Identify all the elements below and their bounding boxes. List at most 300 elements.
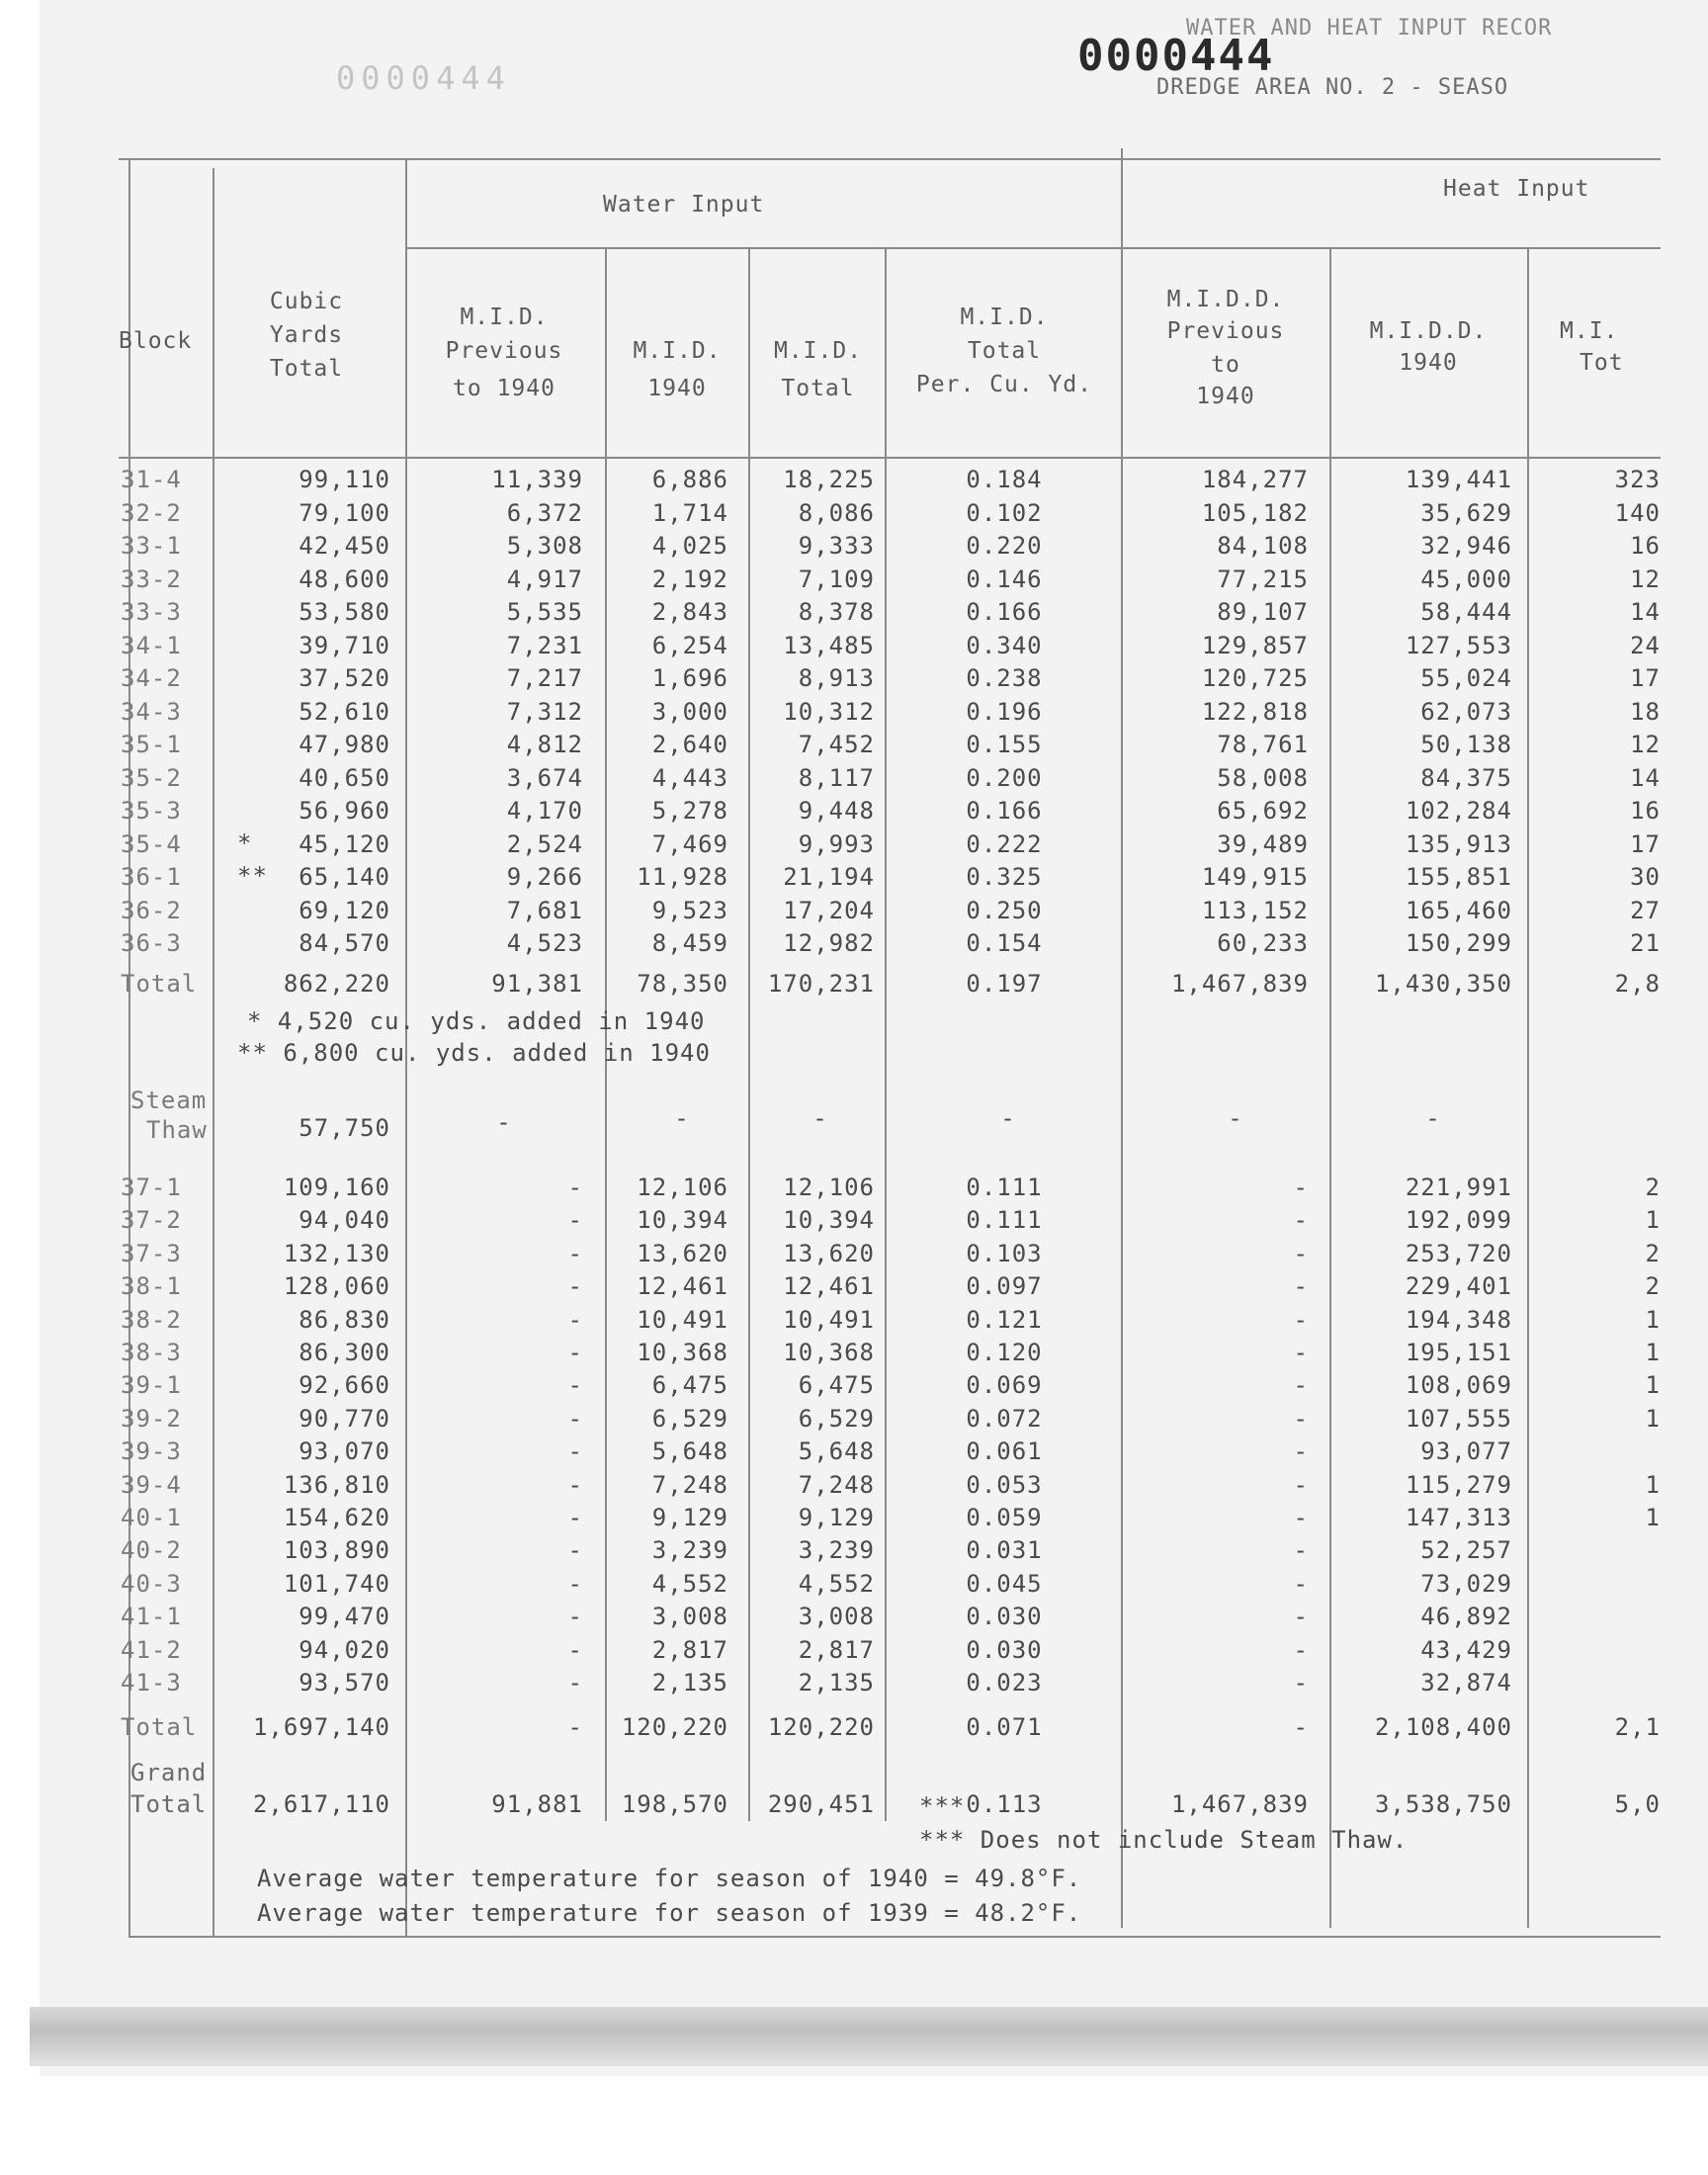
cell-mid-previous: 9,266: [506, 863, 583, 891]
cell-midd-1940: 221,991: [1405, 1174, 1512, 1201]
cell-cubic-yards: 862,220: [283, 970, 390, 998]
cell-mid-total: 7,109: [798, 566, 875, 593]
cell-mid-total: 9,129: [798, 1504, 875, 1531]
cell-mid-1940: 6,254: [651, 632, 728, 659]
cell-midd-1940: 139,441: [1405, 466, 1512, 493]
cell-midd-total: 16: [1630, 532, 1661, 560]
cell-midd-total: 24: [1630, 632, 1661, 659]
cell-midd-1940: 46,892: [1420, 1603, 1512, 1630]
cell-cubic-yards: 94,040: [299, 1206, 390, 1234]
avg-temp-1940: Average water temperature for season of 1940 = 49.8°F.: [257, 1865, 1082, 1892]
steam-label-1: Steam: [130, 1087, 208, 1114]
cell-midd-total: 1: [1645, 1371, 1661, 1399]
cell-midd-previous: 184,277: [1201, 466, 1309, 493]
cell-mid-previous: -: [567, 1272, 583, 1300]
cell-block: Total: [121, 1713, 198, 1741]
cell-mid-previous: 7,231: [506, 632, 583, 659]
cell-cubic-yards: 47,980: [299, 731, 390, 758]
cell-mid-1940: 6,886: [651, 466, 728, 493]
cell-mid-previous: 5,308: [506, 532, 583, 560]
cell-midd-1940: 35,629: [1420, 499, 1512, 527]
steam-dash: -: [674, 1104, 690, 1132]
cell-block: 38-1: [121, 1272, 182, 1300]
header-bottom-border: [119, 457, 1661, 459]
cell-block: 36-2: [121, 897, 182, 924]
cell-mid-previous: -: [567, 1504, 583, 1531]
footnote-added-2: ** 6,800 cu. yds. added in 1940: [237, 1039, 711, 1067]
cell-mid-total: 12,982: [783, 929, 875, 957]
cell-mid-per-cu-yd: 0.166: [966, 797, 1043, 825]
table-bottom-border: [128, 1936, 1661, 1938]
cell-mid-per-cu-yd: 0.196: [966, 698, 1043, 726]
cell-cubic-yards: 48,600: [299, 566, 390, 593]
cell-midd-1940: 108,069: [1405, 1371, 1512, 1399]
cell-cubic-yards: 92,660: [299, 1371, 390, 1399]
cell-mid-total: 2,135: [798, 1669, 875, 1696]
cell-midd-total: 2,1: [1614, 1713, 1661, 1741]
cell-midd-previous: -: [1293, 1339, 1309, 1366]
cell-mid-previous: -: [567, 1240, 583, 1267]
cell-mid-previous: -: [567, 1206, 583, 1234]
cell-mid-previous: 5,535: [506, 598, 583, 626]
cell-mid-previous: 7,681: [506, 897, 583, 924]
cell-midd-total: 21: [1630, 929, 1661, 957]
cell-midd-1940: 194,348: [1405, 1306, 1512, 1334]
cell-midd-total: 1: [1645, 1206, 1661, 1234]
cell-mid-previous: -: [567, 1636, 583, 1664]
cell-mid-previous: -: [567, 1339, 583, 1366]
cell-midd-previous: -: [1293, 1240, 1309, 1267]
cell-midd-total: 17: [1630, 830, 1661, 858]
cell-mid-per-cu-yd: 0.031: [966, 1536, 1043, 1564]
cell-mid-1940: 9,523: [651, 897, 728, 924]
cell-mid-per-cu-yd: 0.325: [966, 863, 1043, 891]
cell-mid-total: 18,225: [783, 466, 875, 493]
cell-mid-total: 10,394: [783, 1206, 875, 1234]
cell-mid-total: 13,485: [783, 632, 875, 659]
cell-midd-previous: -: [1293, 1272, 1309, 1300]
cell-midd-previous: -: [1293, 1405, 1309, 1433]
cell-cubic-yards: 93,070: [299, 1437, 390, 1465]
cell-mid-total: 2,817: [798, 1636, 875, 1664]
cell-midd-1940: 32,874: [1420, 1669, 1512, 1696]
cell-midd-total: 323: [1614, 466, 1661, 493]
cell-mid-1940: 3,239: [651, 1536, 728, 1564]
cell-mid-1940: 10,394: [637, 1206, 728, 1234]
cell-cubic-yards: 132,130: [283, 1240, 390, 1267]
cell-mid-total: 4,552: [798, 1570, 875, 1598]
cell-midd-total: 1: [1645, 1405, 1661, 1433]
cell-midd-previous: -: [1293, 1603, 1309, 1630]
cell-mid-previous: 4,812: [506, 731, 583, 758]
cell-mid-previous: -: [567, 1713, 583, 1741]
footnote-mark-double: **: [237, 862, 268, 890]
cell-mid-1940: 6,475: [651, 1371, 728, 1399]
cell-block: 41-3: [121, 1669, 182, 1696]
cell-block: 36-1: [121, 863, 182, 891]
cell-block: 33-2: [121, 566, 182, 593]
page-shadow-edge: [30, 2007, 1708, 2066]
cell-midd-previous: 113,152: [1201, 897, 1309, 924]
cell-mid-previous: -: [567, 1371, 583, 1399]
cell-mid-per-cu-yd: 0.197: [966, 970, 1043, 998]
cell-cubic-yards: 90,770: [299, 1405, 390, 1433]
cell-block: 37-1: [121, 1174, 182, 1201]
grand-mid-previous: 91,881: [491, 1790, 583, 1818]
cell-block: 40-2: [121, 1536, 182, 1564]
cell-midd-1940: 155,851: [1405, 863, 1512, 891]
cell-mid-previous: 4,917: [506, 566, 583, 593]
cell-midd-total: 2,8: [1614, 970, 1661, 998]
steam-dash: -: [1228, 1104, 1243, 1132]
cell-block: 35-2: [121, 764, 182, 792]
cell-midd-1940: 115,279: [1405, 1471, 1512, 1499]
cell-midd-1940: 229,401: [1405, 1272, 1512, 1300]
cell-mid-per-cu-yd: 0.103: [966, 1240, 1043, 1267]
cell-midd-1940: 58,444: [1420, 598, 1512, 626]
cell-mid-1940: 10,491: [637, 1306, 728, 1334]
cell-mid-per-cu-yd: 0.045: [966, 1570, 1043, 1598]
cell-block: 34-1: [121, 632, 182, 659]
cell-block: 41-1: [121, 1603, 182, 1630]
cell-cubic-yards: 94,020: [299, 1636, 390, 1664]
table-top-border: [119, 158, 1661, 160]
col-header-midd-1940-2: 1940: [1399, 350, 1458, 376]
cell-mid-1940: 5,648: [651, 1437, 728, 1465]
cell-mid-1940: 2,192: [651, 566, 728, 593]
cell-mid-previous: -: [567, 1603, 583, 1630]
cell-mid-total: 120,220: [767, 1713, 875, 1741]
cell-mid-total: 8,378: [798, 598, 875, 626]
cell-mid-per-cu-yd: 0.121: [966, 1306, 1043, 1334]
cell-midd-previous: -: [1293, 1174, 1309, 1201]
cell-mid-total: 9,448: [798, 797, 875, 825]
cell-mid-1940: 4,552: [651, 1570, 728, 1598]
cell-block: 34-2: [121, 664, 182, 692]
cell-cubic-yards: 37,520: [299, 664, 390, 692]
cell-mid-previous: 6,372: [506, 499, 583, 527]
col-header-mid-per-3: Per. Cu. Yd.: [915, 372, 1093, 397]
cell-block: 35-4: [121, 830, 182, 858]
cell-cubic-yards: 53,580: [299, 598, 390, 626]
cell-mid-1940: 1,714: [651, 499, 728, 527]
cell-mid-per-cu-yd: 0.061: [966, 1437, 1043, 1465]
cell-mid-per-cu-yd: 0.023: [966, 1669, 1043, 1696]
cell-cubic-yards: 40,650: [299, 764, 390, 792]
cell-cubic-yards: 99,470: [299, 1603, 390, 1630]
cell-block: 38-3: [121, 1339, 182, 1366]
cell-mid-1940: 13,620: [637, 1240, 728, 1267]
cell-mid-1940: 9,129: [651, 1504, 728, 1531]
footnote-added-1: * 4,520 cu. yds. added in 1940: [247, 1007, 706, 1035]
cell-midd-total: 30: [1630, 863, 1661, 891]
cell-midd-previous: 1,467,839: [1170, 970, 1309, 998]
col-header-midd-prev-3: to: [1211, 352, 1240, 378]
cell-cubic-yards: 45,120: [299, 830, 390, 858]
cell-midd-previous: -: [1293, 1437, 1309, 1465]
cell-mid-1940: 2,843: [651, 598, 728, 626]
cell-mid-total: 8,086: [798, 499, 875, 527]
cell-mid-previous: -: [567, 1306, 583, 1334]
cell-mid-previous: 2,524: [506, 830, 583, 858]
cell-block: 41-2: [121, 1636, 182, 1664]
grand-mid-total: 290,451: [767, 1790, 875, 1818]
cell-mid-per-cu-yd: 0.222: [966, 830, 1043, 858]
cell-midd-total: 16: [1630, 797, 1661, 825]
cell-mid-total: 10,368: [783, 1339, 875, 1366]
col-group-heat-input: Heat Input: [1443, 176, 1590, 202]
cell-midd-1940: 147,313: [1405, 1504, 1512, 1531]
cell-midd-total: 17: [1630, 664, 1661, 692]
cell-mid-per-cu-yd: 0.111: [966, 1206, 1043, 1234]
cell-midd-total: 1: [1645, 1339, 1661, 1366]
cell-midd-previous: -: [1293, 1536, 1309, 1564]
cell-midd-previous: 120,725: [1201, 664, 1309, 692]
cell-block: 34-3: [121, 698, 182, 726]
cell-block: 39-4: [121, 1471, 182, 1499]
cell-mid-1940: 10,368: [637, 1339, 728, 1366]
cell-block: 35-1: [121, 731, 182, 758]
cell-midd-1940: 50,138: [1420, 731, 1512, 758]
col-header-midd-prev-2: Previous: [1166, 318, 1285, 344]
cell-mid-previous: 4,523: [506, 929, 583, 957]
col-header-block: Block: [119, 328, 193, 354]
steam-dash: -: [496, 1108, 512, 1136]
cell-mid-previous: 11,339: [491, 466, 583, 493]
cell-midd-1940: 253,720: [1405, 1240, 1512, 1267]
cell-cubic-yards: 103,890: [283, 1536, 390, 1564]
cell-mid-per-cu-yd: 0.071: [966, 1713, 1043, 1741]
col-header-cubic-3: Total: [269, 356, 344, 382]
cell-mid-1940: 2,135: [651, 1669, 728, 1696]
cell-midd-1940: 107,555: [1405, 1405, 1512, 1433]
cell-cubic-yards: 1,697,140: [252, 1713, 390, 1741]
cell-block: 36-3: [121, 929, 182, 957]
cell-midd-total: 140: [1614, 499, 1661, 527]
grand-label-2: Total: [130, 1790, 208, 1818]
col-header-midd-1940-1: M.I.D.D.: [1369, 318, 1488, 344]
cell-mid-1940: 120,220: [621, 1713, 728, 1741]
avg-temp-1939: Average water temperature for season of 1939 = 48.2°F.: [257, 1899, 1082, 1927]
cell-mid-total: 8,117: [798, 764, 875, 792]
cell-mid-total: 3,008: [798, 1603, 875, 1630]
cell-mid-1940: 7,469: [651, 830, 728, 858]
cell-mid-per-cu-yd: 0.146: [966, 566, 1043, 593]
cell-mid-per-cu-yd: 0.097: [966, 1272, 1043, 1300]
cell-mid-per-cu-yd: 0.030: [966, 1603, 1043, 1630]
cell-mid-per-cu-yd: 0.184: [966, 466, 1043, 493]
col-header-mid-prev-3: to 1940: [453, 376, 555, 401]
cell-mid-previous: -: [567, 1405, 583, 1433]
cell-cubic-yards: 86,830: [299, 1306, 390, 1334]
grand-mid-1940: 198,570: [621, 1790, 728, 1818]
col-header-mid-total-2: Total: [781, 376, 855, 401]
cell-mid-previous: -: [567, 1174, 583, 1201]
record-title: WATER AND HEAT INPUT RECOR: [1186, 16, 1553, 41]
cell-midd-total: 1: [1645, 1306, 1661, 1334]
cell-cubic-yards: 69,120: [299, 897, 390, 924]
cell-midd-previous: 39,489: [1217, 830, 1309, 858]
cell-block: 39-2: [121, 1405, 182, 1433]
cell-mid-1940: 5,278: [651, 797, 728, 825]
cell-mid-previous: 3,674: [506, 764, 583, 792]
cell-midd-previous: -: [1293, 1713, 1309, 1741]
cell-midd-previous: 77,215: [1217, 566, 1309, 593]
cell-cubic-yards: 39,710: [299, 632, 390, 659]
cell-mid-per-cu-yd: 0.102: [966, 499, 1043, 527]
cell-midd-previous: 89,107: [1217, 598, 1309, 626]
cell-midd-previous: 65,692: [1217, 797, 1309, 825]
col-header-mid-per-2: Total: [967, 338, 1042, 364]
cell-cubic-yards: 136,810: [283, 1471, 390, 1499]
cell-midd-total: 2: [1645, 1272, 1661, 1300]
cell-midd-1940: 135,913: [1405, 830, 1512, 858]
cell-midd-total: 1: [1645, 1471, 1661, 1499]
cell-mid-previous: -: [567, 1570, 583, 1598]
cell-block: 32-2: [121, 499, 182, 527]
cell-mid-1940: 12,461: [637, 1272, 728, 1300]
cell-mid-1940: 4,025: [651, 532, 728, 560]
cell-mid-total: 10,491: [783, 1306, 875, 1334]
cell-midd-1940: 43,429: [1420, 1636, 1512, 1664]
steam-dash: -: [812, 1104, 828, 1132]
cell-mid-previous: 91,381: [491, 970, 583, 998]
cell-mid-total: 7,452: [798, 731, 875, 758]
footnote-mark-single: *: [237, 829, 253, 857]
cell-midd-1940: 84,375: [1420, 764, 1512, 792]
cell-midd-1940: 2,108,400: [1374, 1713, 1512, 1741]
steam-exclusion-note: *** Does not include Steam Thaw.: [919, 1826, 1409, 1854]
cell-block: 40-1: [121, 1504, 182, 1531]
cell-mid-total: 12,106: [783, 1174, 875, 1201]
col-header-mid-per-1: M.I.D.: [960, 304, 1049, 330]
cell-midd-1940: 32,946: [1420, 532, 1512, 560]
cell-mid-total: 6,529: [798, 1405, 875, 1433]
cell-cubic-yards: 128,060: [283, 1272, 390, 1300]
cell-mid-total: 17,204: [783, 897, 875, 924]
cell-cubic-yards: 101,740: [283, 1570, 390, 1598]
cell-midd-1940: 150,299: [1405, 929, 1512, 957]
cell-midd-previous: 149,915: [1201, 863, 1309, 891]
grand-cubic-yards: 2,617,110: [252, 1790, 390, 1818]
grand-midd-previous: 1,467,839: [1170, 1790, 1309, 1818]
cell-mid-previous: -: [567, 1536, 583, 1564]
cell-midd-previous: -: [1293, 1471, 1309, 1499]
cell-block: 37-3: [121, 1240, 182, 1267]
cell-mid-per-cu-yd: 0.030: [966, 1636, 1043, 1664]
cell-midd-previous: -: [1293, 1504, 1309, 1531]
cell-midd-total: 12: [1630, 731, 1661, 758]
grand-mid-per-cu-yd: 0.113: [966, 1790, 1043, 1818]
ghost-stamp-number: 0000444: [336, 59, 511, 97]
cell-mid-per-cu-yd: 0.059: [966, 1504, 1043, 1531]
cell-midd-1940: 93,077: [1420, 1437, 1512, 1465]
header-divider: [405, 247, 1661, 249]
cell-cubic-yards: 65,140: [299, 863, 390, 891]
cell-midd-previous: -: [1293, 1306, 1309, 1334]
cell-block: 39-1: [121, 1371, 182, 1399]
cell-midd-previous: -: [1293, 1206, 1309, 1234]
cell-mid-previous: -: [567, 1471, 583, 1499]
grand-midd-total: 5,0: [1614, 1790, 1661, 1818]
cell-cubic-yards: 93,570: [299, 1669, 390, 1696]
cell-mid-1940: 8,459: [651, 929, 728, 957]
cell-mid-previous: 7,217: [506, 664, 583, 692]
cell-midd-previous: 129,857: [1201, 632, 1309, 659]
cell-mid-total: 12,461: [783, 1272, 875, 1300]
cell-midd-total: 14: [1630, 598, 1661, 626]
cell-mid-per-cu-yd: 0.053: [966, 1471, 1043, 1499]
cell-midd-1940: 45,000: [1420, 566, 1512, 593]
col-header-cubic-1: Cubic: [269, 289, 344, 314]
cell-mid-1940: 1,696: [651, 664, 728, 692]
cell-mid-per-cu-yd: 0.250: [966, 897, 1043, 924]
cell-mid-per-cu-yd: 0.200: [966, 764, 1043, 792]
cell-block: 39-3: [121, 1437, 182, 1465]
cell-midd-previous: 84,108: [1217, 532, 1309, 560]
grand-mark: ***: [919, 1792, 966, 1820]
cell-block: Total: [121, 970, 198, 998]
col-group-water-input: Water Input: [603, 192, 765, 218]
cell-mid-1940: 7,248: [651, 1471, 728, 1499]
col-header-mid-prev-1: M.I.D.: [460, 304, 549, 330]
cell-cubic-yards: 154,620: [283, 1504, 390, 1531]
steam-label-2: Thaw: [146, 1116, 208, 1144]
cell-mid-per-cu-yd: 0.154: [966, 929, 1043, 957]
cell-cubic-yards: 42,450: [299, 532, 390, 560]
cell-mid-total: 8,913: [798, 664, 875, 692]
cell-block: 33-3: [121, 598, 182, 626]
document-stamp-number: 0000444: [1077, 31, 1275, 81]
record-subtitle: DREDGE AREA NO. 2 - SEASO: [1156, 75, 1509, 100]
cell-midd-previous: 78,761: [1217, 731, 1309, 758]
grand-label-1: Grand: [130, 1759, 208, 1786]
cell-cubic-yards: 99,110: [299, 466, 390, 493]
cell-mid-per-cu-yd: 0.340: [966, 632, 1043, 659]
cell-midd-total: 2: [1645, 1174, 1661, 1201]
cell-mid-total: 21,194: [783, 863, 875, 891]
cell-midd-previous: 60,233: [1217, 929, 1309, 957]
steam-dash: -: [1425, 1104, 1441, 1132]
cell-mid-previous: -: [567, 1437, 583, 1465]
col-header-mid-1940-2: 1940: [647, 376, 707, 401]
cell-midd-total: 2: [1645, 1240, 1661, 1267]
cell-mid-total: 10,312: [783, 698, 875, 726]
cell-mid-previous: 7,312: [506, 698, 583, 726]
cell-cubic-yards: 84,570: [299, 929, 390, 957]
cell-midd-total: 27: [1630, 897, 1661, 924]
cell-mid-1940: 3,008: [651, 1603, 728, 1630]
cell-mid-total: 170,231: [767, 970, 875, 998]
cell-mid-1940: 2,817: [651, 1636, 728, 1664]
cell-cubic-yards: 109,160: [283, 1174, 390, 1201]
col-header-mid-total-1: M.I.D.: [773, 338, 863, 364]
cell-cubic-yards: 56,960: [299, 797, 390, 825]
cell-block: 38-2: [121, 1306, 182, 1334]
cell-midd-1940: 102,284: [1405, 797, 1512, 825]
col-header-mid-prev-2: Previous: [445, 338, 563, 364]
col-header-midd-prev-1: M.I.D.D.: [1166, 287, 1285, 312]
cell-cubic-yards: 52,610: [299, 698, 390, 726]
cell-mid-1940: 11,928: [637, 863, 728, 891]
col-header-cubic-2: Yards: [269, 322, 344, 348]
cell-mid-per-cu-yd: 0.238: [966, 664, 1043, 692]
cell-mid-per-cu-yd: 0.072: [966, 1405, 1043, 1433]
cell-mid-per-cu-yd: 0.120: [966, 1339, 1043, 1366]
cell-midd-1940: 62,073: [1420, 698, 1512, 726]
cell-midd-previous: -: [1293, 1570, 1309, 1598]
cell-midd-previous: -: [1293, 1669, 1309, 1696]
